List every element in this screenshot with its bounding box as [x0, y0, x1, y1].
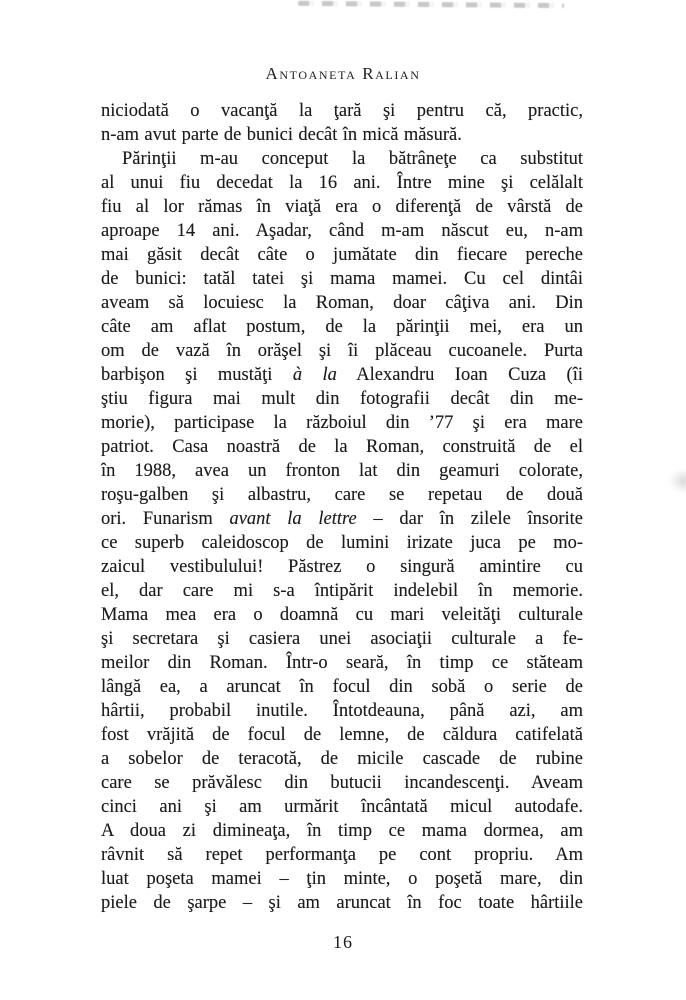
text-line: patriot. Casa noastră de la Roman, construită de el [101, 437, 583, 457]
text-line: om de vază în orăşel şi îi plăceau cucoanele. Purta [101, 341, 583, 361]
text-line: roşu-galben şi albastru, care se repetau de două [101, 485, 583, 505]
text-line: el, dar care mi s-a întipărit indelebil în memorie. [101, 581, 583, 601]
text-line: ori. Funarism avant la lettre – dar în zilele însorite [101, 509, 583, 529]
text-line: lângă ea, a aruncat în focul din sobă o serie de [101, 677, 583, 697]
text-line: a sobelor de teracotă, de micile cascade de rubine [101, 749, 583, 769]
text-line: fiu al lor rămas în viaţă era o diferenţă de vârstă de [101, 197, 583, 217]
text-line: şi secretara şi casiera unei asociaţii culturale a fe- [101, 629, 583, 649]
text-line: hârtii, probabil inutile. Întotdeauna, până azi, am [101, 701, 583, 721]
text-line: care se prăvălesc din butucii incandescenţi. Aveam [101, 773, 583, 793]
text-line: A doua zi dimineaţa, în timp ce mama dormea, am [101, 821, 583, 841]
text-line: fost vrăjită de focul de lemne, de căldura catifelată [101, 725, 583, 745]
text-line: cinci ani şi am urmărit încântată micul autodafe. [101, 797, 583, 817]
text-line: ce superb caleidoscop de lumini irizate juca pe mo- [101, 533, 583, 553]
text-line: Mama mea era o doamnă cu mari veleităţi culturale [101, 605, 583, 625]
text-line: Părinţii m-au conceput la bătrâneţe ca substitut [122, 149, 583, 169]
text-line: meilor din Roman. Într-o seară, în timp ce stăteam [101, 653, 583, 673]
text-line: zaicul vestibulului! Păstrez o singură amintire cu [101, 557, 583, 577]
text-line: n-am avut parte de bunici decât în mică măsură. [101, 125, 462, 145]
page-number: 16 [333, 932, 353, 952]
text-line: în 1988, avea un fronton lat din geamuri colorate, [101, 461, 583, 481]
text-line: morie), participase la războiul din ’77 şi era mare [101, 413, 583, 433]
text-line: câte am aflat postum, de la părinţii mei, era un [101, 317, 583, 337]
text-line: luat poşeta mamei – ţin minte, o poşetă mare, din [101, 869, 583, 889]
text-line: ştiu figura mai mult din fotografii decât din me- [101, 389, 583, 409]
text-line: râvnit să repet performanţa pe cont propriu. Am [101, 845, 583, 865]
scan-artifact-right [668, 468, 686, 494]
text-line: piele de şarpe – şi am aruncat în foc toate hârtiile [101, 893, 583, 913]
scan-artifact-top [298, 1, 564, 8]
text-line: aveam să locuiesc la Roman, doar câţiva ani. Din [101, 293, 583, 313]
text-line: al unui fiu decedat la 16 ani. Între mine şi celălalt [101, 173, 583, 193]
running-head: Antoaneta Ralian [265, 64, 421, 83]
text-line: niciodată o vacanţă la ţară şi pentru că, practic, [101, 101, 583, 121]
text-line: aproape 14 ani. Aşadar, când m-am născut eu, n-am [101, 221, 583, 241]
page-text [101, 99, 583, 915]
text-line: barbişon şi mustăţi à la Alexandru Ioan Cuza (îi [101, 365, 583, 385]
text-line: mai găsit decât câte o jumătate din fiecare pereche [101, 245, 583, 265]
text-line: de bunici: tatăl tatei şi mama mamei. Cu cel dintâi [101, 269, 583, 289]
